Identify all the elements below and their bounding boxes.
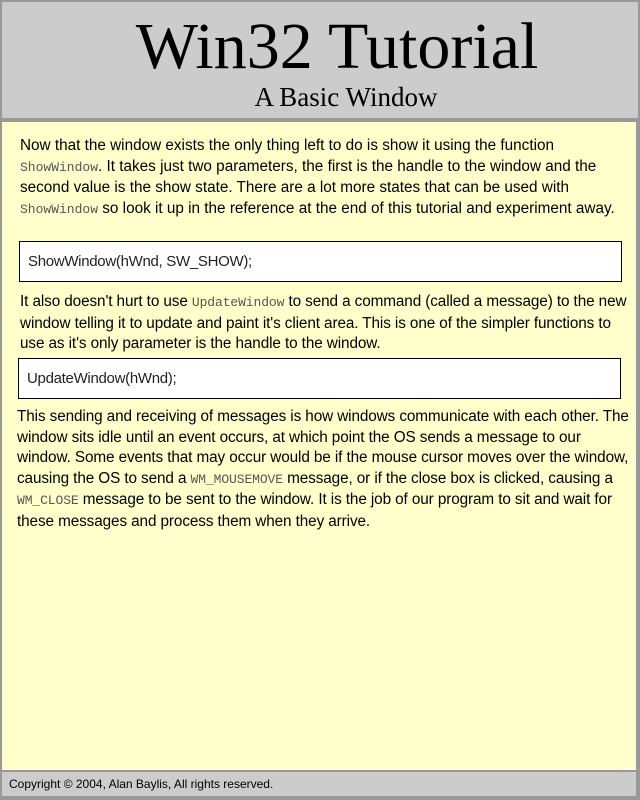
paragraph-text: to send a command (called a message) to the new window telling it to update and paint it's client area. This is one of the simpler functions to use as it's only parameter is the handle to the window. bbox=[20, 293, 627, 352]
paragraph-text: message to be sent to the window. It is the job of our program to sit and wait for these messages and process them when they arrive. bbox=[17, 491, 612, 530]
page-footer bbox=[2, 772, 636, 796]
inline-code: ShowWindow bbox=[20, 201, 99, 217]
code-block-update-window: UpdateWindow(hWnd); bbox=[18, 358, 621, 399]
paragraph-update-window bbox=[20, 292, 632, 355]
paragraph-messages bbox=[17, 407, 635, 532]
paragraph-text: so look it up in the reference at the end of this tutorial and experiment away. bbox=[98, 199, 615, 217]
paragraph-text: Now that the window exists the only thing left to do is show it using the function bbox=[20, 137, 554, 154]
content-area bbox=[2, 122, 636, 770]
inline-code: ShowWindow bbox=[20, 159, 99, 175]
paragraph-show-window bbox=[20, 136, 626, 220]
paragraph-text: This sending and receiving of messages is how windows communicate with each other. The window sits idle until an event occurs, at which point the OS sends a message to our window. Some events that may occur would be if the mouse cursor moves over the window, causing the OS to send a bbox=[17, 408, 629, 487]
page-subtitle: A Basic Window bbox=[254, 82, 438, 112]
inline-code: WM_MOUSEMOVE bbox=[190, 471, 283, 487]
inline-code: WM_CLOSE bbox=[17, 493, 79, 508]
page-title: Win32 Tutorial bbox=[135, 10, 539, 83]
paragraph-text: It also doesn't hurt to use bbox=[20, 293, 192, 310]
paragraph-text: . It takes just two parameters, the first is the handle to the window and the second value is the show state. There are a lot more states that can be used with bbox=[20, 157, 597, 196]
copyright-text: Copyright © 2004, Alan Baylis, All rights reserved. bbox=[9, 777, 274, 791]
inline-code: UpdateWindow bbox=[191, 295, 285, 310]
code-block-show-window: ShowWindow(hWnd, SW_SHOW); bbox=[19, 241, 622, 282]
page-header bbox=[0, 0, 640, 120]
paragraph-text: message, or if the close box is clicked, causing a bbox=[282, 469, 613, 487]
